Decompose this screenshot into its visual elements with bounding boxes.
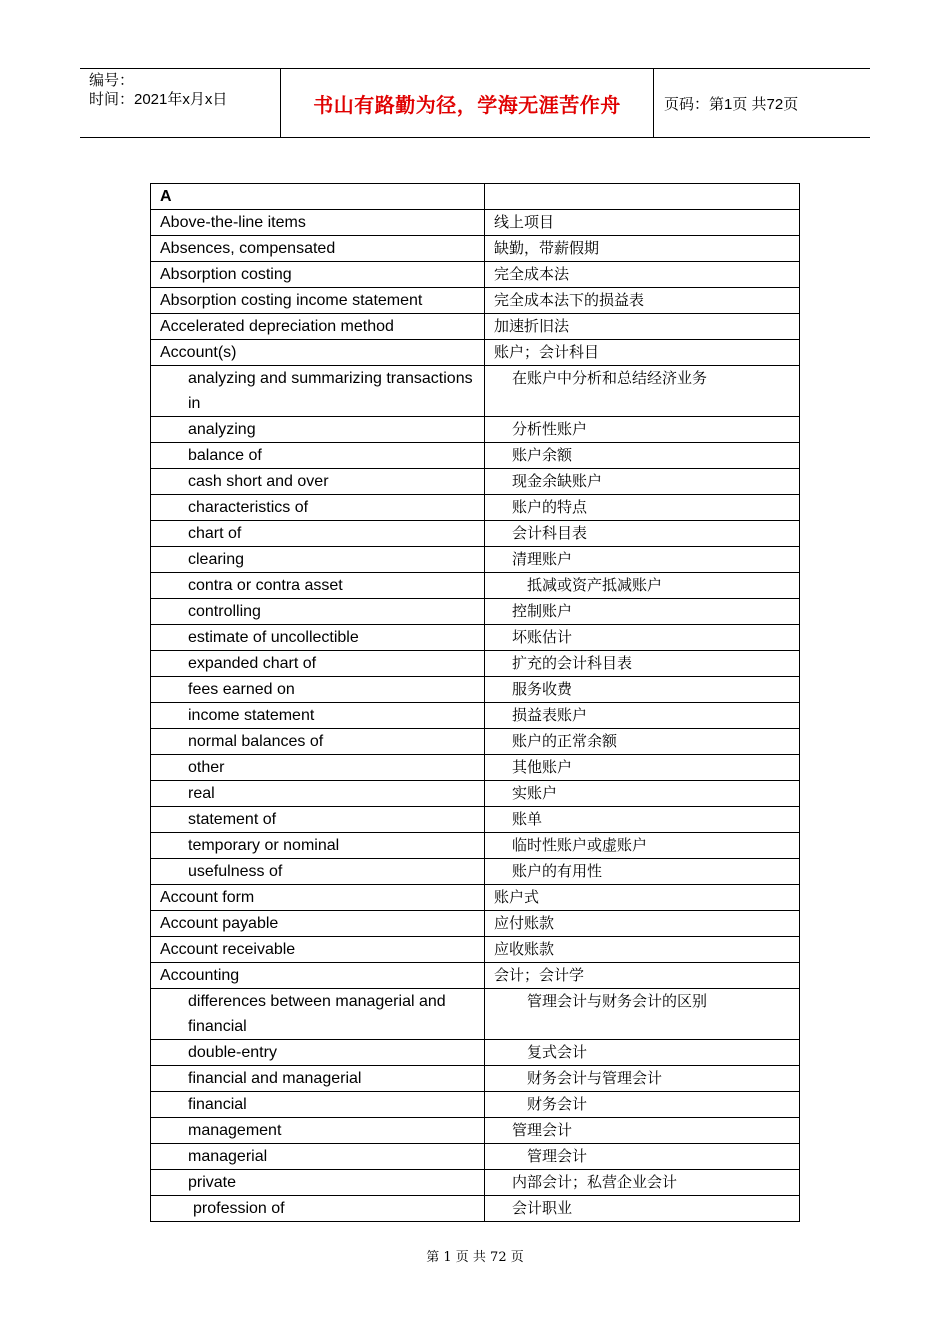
english-term: balance of <box>151 443 485 469</box>
table-row <box>151 417 800 443</box>
english-term: managerial <box>151 1144 485 1170</box>
chinese-term: 抵减或资产抵减账户 <box>485 573 800 599</box>
time-label: 时间：2021年x月x日 <box>89 91 228 108</box>
table-row <box>151 1066 800 1092</box>
chinese-term: 损益表账户 <box>485 703 800 729</box>
chinese-term: 账户的有用性 <box>485 859 800 885</box>
english-term: contra or contra asset <box>151 573 485 599</box>
table-row <box>151 547 800 573</box>
chinese-term: 在账户中分析和总结经济业务 <box>485 366 800 417</box>
chinese-term: 其他账户 <box>485 755 800 781</box>
english-term: statement of <box>151 807 485 833</box>
table-row <box>151 1170 800 1196</box>
table-row <box>151 1144 800 1170</box>
english-term: financial and managerial <box>151 1066 485 1092</box>
table-row <box>151 469 800 495</box>
chinese-term: 控制账户 <box>485 599 800 625</box>
table-row <box>151 781 800 807</box>
english-term: characteristics of <box>151 495 485 521</box>
english-term: analyzing <box>151 417 485 443</box>
english-term: Account(s) <box>151 340 485 366</box>
chinese-term: 临时性账户或虚账户 <box>485 833 800 859</box>
chinese-term: 分析性账户 <box>485 417 800 443</box>
english-term: Accounting <box>151 963 485 989</box>
chinese-term: 账户余额 <box>485 443 800 469</box>
chinese-term: 完全成本法下的损益表 <box>485 288 800 314</box>
table-row <box>151 729 800 755</box>
english-term: real <box>151 781 485 807</box>
english-term: other <box>151 755 485 781</box>
chinese-term: 应收账款 <box>485 937 800 963</box>
header-meta <box>80 69 281 137</box>
english-term: Absences, compensated <box>151 236 485 262</box>
chinese-term: 管理会计与财务会计的区别 <box>485 989 800 1040</box>
english-term: profession of <box>151 1196 485 1222</box>
table-row <box>151 1092 800 1118</box>
chinese-term: 财务会计 <box>485 1092 800 1118</box>
english-term: differences between managerial and financial <box>151 989 485 1040</box>
english-term: usefulness of <box>151 859 485 885</box>
table-row <box>151 1118 800 1144</box>
glossary-table <box>150 183 800 1222</box>
table-row <box>151 989 800 1040</box>
chinese-term: 扩充的会计科目表 <box>485 651 800 677</box>
chinese-term: 线上项目 <box>485 210 800 236</box>
table-row <box>151 859 800 885</box>
table-row <box>151 625 800 651</box>
chinese-term: 加速折旧法 <box>485 314 800 340</box>
chinese-term: 坏账估计 <box>485 625 800 651</box>
table-row <box>151 1040 800 1066</box>
chinese-term: 账单 <box>485 807 800 833</box>
english-term: controlling <box>151 599 485 625</box>
chinese-term: 会计；会计学 <box>485 963 800 989</box>
chinese-term: 账户的正常余额 <box>485 729 800 755</box>
table-row <box>151 703 800 729</box>
table-row <box>151 236 800 262</box>
english-term: Account receivable <box>151 937 485 963</box>
table-row <box>151 833 800 859</box>
chinese-term: 管理会计 <box>485 1144 800 1170</box>
table-row <box>151 599 800 625</box>
table-row <box>151 443 800 469</box>
header-page-label: 页码：第1页 共72页 <box>664 95 799 113</box>
english-term: temporary or nominal <box>151 833 485 859</box>
number-label: 编号： <box>89 72 135 89</box>
table-row <box>151 262 800 288</box>
english-term: Account form <box>151 885 485 911</box>
chinese-term: 账户式 <box>485 885 800 911</box>
page-footer: 第 1 页 共 72 页 <box>426 1250 524 1265</box>
chinese-term: 缺勤，带薪假期 <box>485 236 800 262</box>
english-term: private <box>151 1170 485 1196</box>
english-term: Absorption costing <box>151 262 485 288</box>
english-term: chart of <box>151 521 485 547</box>
chinese-term: 应付账款 <box>485 911 800 937</box>
table-row <box>151 1196 800 1222</box>
chinese-term: 实账户 <box>485 781 800 807</box>
table-row <box>151 937 800 963</box>
chinese-term: 账户的特点 <box>485 495 800 521</box>
english-term: Absorption costing income statement <box>151 288 485 314</box>
english-term: Accelerated depreciation method <box>151 314 485 340</box>
english-term: normal balances of <box>151 729 485 755</box>
table-row <box>151 184 800 210</box>
chinese-term <box>485 184 800 210</box>
chinese-term: 内部会计；私营企业会计 <box>485 1170 800 1196</box>
english-term: income statement <box>151 703 485 729</box>
table-row <box>151 963 800 989</box>
table-row <box>151 340 800 366</box>
table-row <box>151 651 800 677</box>
chinese-term: 管理会计 <box>485 1118 800 1144</box>
table-row <box>151 288 800 314</box>
chinese-term: 清理账户 <box>485 547 800 573</box>
chinese-term: 会计科目表 <box>485 521 800 547</box>
chinese-term: 复式会计 <box>485 1040 800 1066</box>
english-term: estimate of uncollectible <box>151 625 485 651</box>
table-row <box>151 495 800 521</box>
chinese-term: 账户；会计科目 <box>485 340 800 366</box>
english-term: expanded chart of <box>151 651 485 677</box>
table-row <box>151 911 800 937</box>
chinese-term: 会计职业 <box>485 1196 800 1222</box>
english-term: management <box>151 1118 485 1144</box>
table-row <box>151 755 800 781</box>
table-row <box>151 573 800 599</box>
table-row <box>151 366 800 417</box>
table-row <box>151 210 800 236</box>
table-row <box>151 521 800 547</box>
section-letter: A <box>151 184 485 210</box>
english-term: financial <box>151 1092 485 1118</box>
chinese-term: 现金余缺账户 <box>485 469 800 495</box>
glossary-body <box>151 184 800 1222</box>
page-header <box>80 68 870 138</box>
english-term: Above-the-line items <box>151 210 485 236</box>
chinese-term: 财务会计与管理会计 <box>485 1066 800 1092</box>
table-row <box>151 314 800 340</box>
chinese-term: 服务收费 <box>485 677 800 703</box>
english-term: analyzing and summarizing transactions in <box>151 366 485 417</box>
english-term: double-entry <box>151 1040 485 1066</box>
chinese-term: 完全成本法 <box>485 262 800 288</box>
english-term: clearing <box>151 547 485 573</box>
english-term: cash short and over <box>151 469 485 495</box>
english-term: Account payable <box>151 911 485 937</box>
table-row <box>151 677 800 703</box>
table-row <box>151 807 800 833</box>
english-term: fees earned on <box>151 677 485 703</box>
table-row <box>151 885 800 911</box>
header-motto: 书山有路勤为径，学海无涯苦作舟 <box>281 69 654 137</box>
